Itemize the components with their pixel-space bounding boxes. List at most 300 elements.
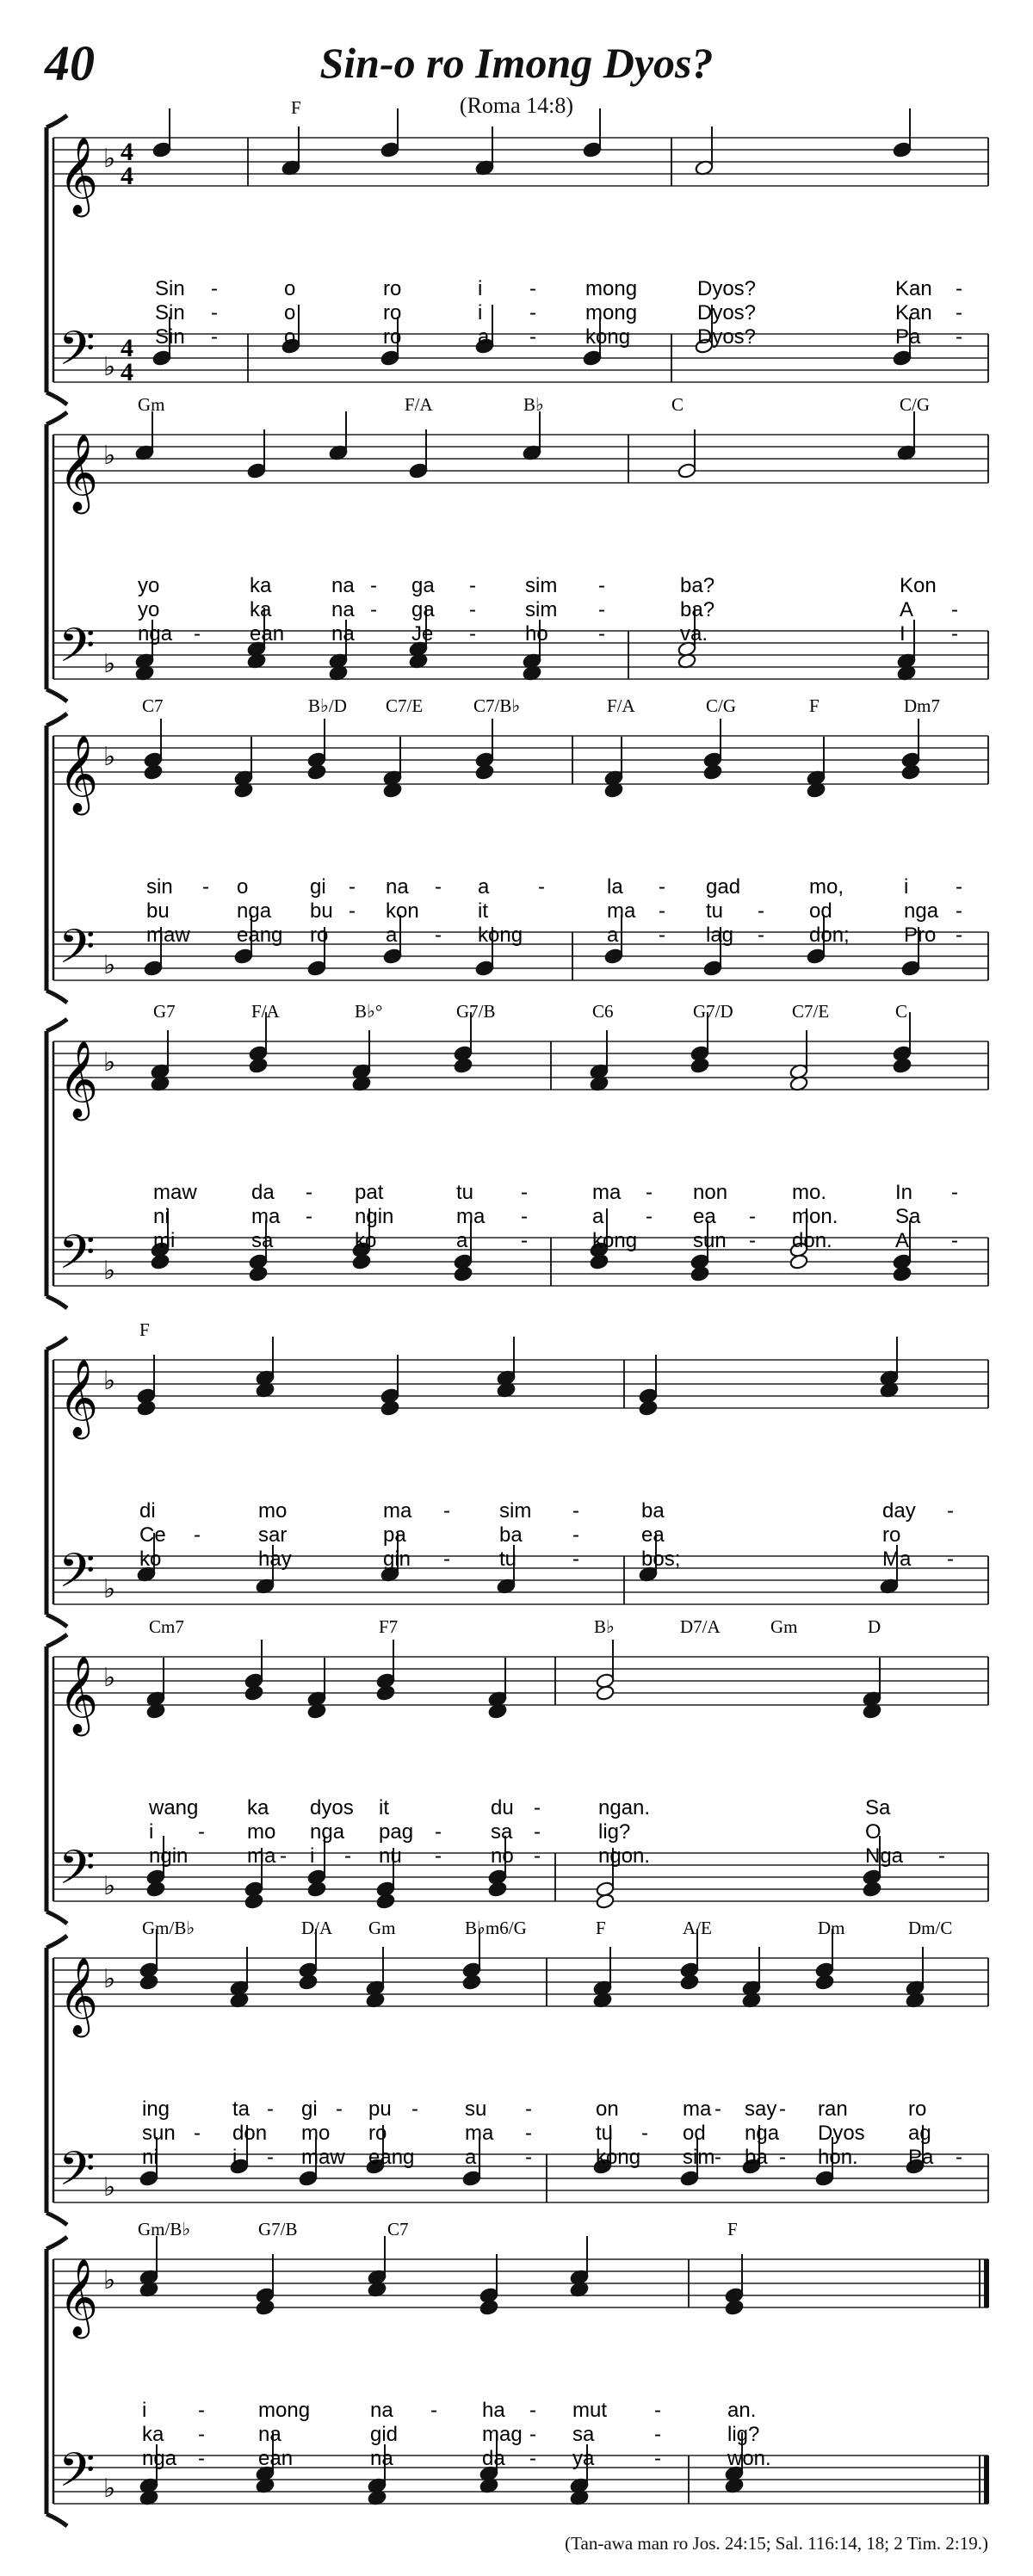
lyric-syllable-verse-1: ka [250,574,272,597]
lyric-syllable-verse-1: ba [641,1499,665,1523]
chord-symbol: Gm/B♭ [138,2219,191,2239]
lyric-syllable-verse-2: - [956,899,962,923]
lyric-syllable-verse-3: eang [237,924,283,947]
lyric-syllable-verse-1: ba? [680,574,715,597]
lyric-syllable-verse-3: - [267,2146,274,2169]
note-head [677,462,697,479]
note-head [144,763,164,780]
bass-clef-icon: 𝄢 [59,618,96,684]
lyric-syllable-verse-2: ea [641,1523,665,1547]
chord-symbol: D7/A [680,1616,721,1637]
time-signature-top: 4 [121,138,133,166]
key-signature-flat-icon: ♭ [103,442,116,470]
lyric-syllable-verse-1: - [435,875,442,899]
chord-symbol: G7/B [456,1001,496,1022]
lyric-syllable-verse-1: ngan. [598,1796,651,1819]
lyric-syllable-verse-1: Dyos? [697,277,757,300]
lyric-syllable-verse-1: o [284,277,296,300]
lyric-syllable-verse-1: ha [482,2399,505,2422]
chord-symbol: C7 [387,2219,409,2239]
lyric-syllable-verse-2: ngin [355,1205,394,1228]
note-head [244,1893,264,1909]
chord-symbol: C [895,1001,908,1022]
lyric-syllable-verse-2: ka [250,598,272,621]
lyric-syllable-verse-1: - [198,2399,205,2422]
lyric-syllable-verse-1: ro [383,277,402,300]
bass-clef-icon: 𝄢 [59,1543,96,1609]
lyric-syllable-verse-2: i [478,301,483,324]
lyric-syllable-verse-1: - [521,1181,528,1204]
lyric-syllable-verse-1: mo. [792,1181,827,1204]
chord-symbol: B♭° [355,1001,383,1022]
lyric-syllable-verse-1: du [491,1796,514,1819]
lyric-syllable-verse-1: - [779,2097,786,2121]
note-head [583,141,603,158]
chord-symbol: Gm [368,1918,396,1938]
bass-clef-icon: 𝄢 [59,1840,96,1906]
lyric-syllable-verse-1: pat [355,1181,384,1204]
lyric-syllable-verse-2: ag [908,2122,931,2145]
lyric-syllable-verse-1: - [534,1796,541,1819]
note-head [247,462,267,479]
lyric-syllable-verse-2: - [469,598,476,621]
lyric-syllable-verse-1: i [142,2399,147,2422]
lyric-syllable-verse-3: ngon. [598,1844,651,1868]
lyric-syllable-verse-3: - [194,622,201,646]
lyric-syllable-verse-3: a [386,924,398,947]
scripture-reference: (Roma 14:8) [459,93,574,118]
note-head [307,1881,327,1897]
note-head [604,948,624,964]
lyric-syllable-verse-3: ean [258,2447,294,2470]
lyric-syllable-verse-3: - [572,1547,579,1571]
lyric-syllable-verse-2: - [349,899,356,923]
lyric-syllable-verse-2: - [659,899,665,923]
lyric-syllable-verse-3: - [956,325,962,349]
lyric-syllable-verse-1: di [139,1499,156,1523]
lyric-syllable-verse-1: ka [247,1796,269,1819]
lyric-syllable-verse-3: i [232,2146,238,2169]
note-head [690,1057,710,1073]
lyric-syllable-verse-3: ko [139,1547,162,1571]
chord-symbol: C6 [592,1001,614,1022]
note-head [639,1399,659,1416]
lyric-syllable-verse-2: ro [383,301,402,324]
lyric-syllable-verse-2: nga [745,2122,780,2145]
chord-symbol: F7 [379,1616,399,1637]
cross-references: (Tan-awa man ro Jos. 24:15; Sal. 116:14, 18; 2 Tim. 2:19.) [565,2533,988,2554]
system-1 [46,97,988,405]
chord-symbol: D/A [301,1918,333,1938]
chord-symbol: C7/E [386,695,424,716]
lyric-syllable-verse-1: gi [310,875,326,899]
key-signature-flat-icon: ♭ [103,2266,116,2295]
lyric-syllable-verse-1: mong [585,277,638,300]
note-head [583,349,603,366]
lyric-syllable-verse-1: - [411,2097,418,2121]
lyric-syllable-verse-1: i [478,277,483,300]
lyric-syllable-verse-1: - [598,574,605,597]
lyric-syllable-verse-3: sim [683,2146,715,2169]
lyric-syllable-verse-1: - [956,875,962,899]
lyric-syllable-verse-3: - [435,1844,442,1868]
lyric-syllable-verse-3: Nga [865,1844,904,1868]
lyric-syllable-verse-2: sar [258,1523,288,1547]
note-head [139,2170,159,2186]
lyric-syllable-verse-2: Kan [895,301,932,324]
lyric-syllable-verse-3: mi [153,1229,176,1252]
lyric-syllable-verse-2: i [149,1820,154,1844]
lyric-syllable-verse-3: - [654,2447,661,2470]
lyric-syllable-verse-1: - [529,2399,536,2422]
treble-clef-icon: 𝄞 [59,434,99,511]
lyric-syllable-verse-1: na [331,574,355,597]
lyric-syllable-verse-3: - [749,1229,756,1252]
note-head [815,2170,835,2186]
chord-symbol: Cm7 [149,1616,184,1637]
chord-symbol: G7 [153,1001,176,1022]
lyric-syllable-verse-3: da [482,2447,505,2470]
lyric-syllable-verse-2: - [521,1205,528,1228]
note-head [139,1974,159,1990]
lyric-syllable-verse-1: say [745,2097,777,2121]
lyric-syllable-verse-3: - [779,2146,786,2169]
note-head [234,948,254,964]
lyric-syllable-verse-2: mag [482,2423,523,2446]
lyric-syllable-verse-2: sa [572,2423,595,2446]
lyric-syllable-verse-1: na [370,2399,393,2422]
note-head [789,1253,809,1269]
lyric-syllable-verse-3: ma [247,1844,276,1868]
lyric-syllable-verse-3: - [714,2146,721,2169]
lyric-syllable-verse-3: - [947,1547,954,1571]
lyric-syllable-verse-1: - [349,875,356,899]
note-head [249,1265,269,1282]
lyric-syllable-verse-2: na [258,2423,281,2446]
lyric-syllable-verse-3: ya [572,2447,595,2470]
key-signature-flat-icon: ♭ [103,145,116,173]
lyric-syllable-verse-2: Dyos? [697,301,757,324]
lyric-syllable-verse-2: tu [706,899,724,923]
note-head [409,462,429,479]
lyric-syllable-verse-1: sin [146,875,173,899]
lyric-syllable-verse-1: - [267,2097,274,2121]
lyric-syllable-verse-3: ro [310,924,329,947]
note-head [475,763,495,780]
lyric-syllable-verse-2: Dyos [818,2122,865,2145]
lyric-syllable-verse-1: ma [592,1181,622,1204]
lyric-syllable-verse-3: - [956,2146,962,2169]
lyric-syllable-verse-1: - [336,2097,343,2121]
lyric-syllable-verse-3: bos; [641,1547,681,1571]
lyric-syllable-verse-3: gin [383,1547,411,1571]
lyric-syllable-verse-2: pa [383,1523,406,1547]
key-signature-flat-icon: ♭ [103,2474,116,2503]
chord-symbol: Gm [770,1616,798,1637]
lyric-syllable-verse-1: ran [818,2097,848,2121]
lyric-syllable-verse-2: mo [247,1820,276,1844]
lyric-syllable-verse-3: tu [499,1547,517,1571]
lyric-syllable-verse-3: nga [142,2447,177,2470]
lyric-syllable-verse-2: od [809,899,832,923]
lyric-syllable-verse-2: - [758,899,764,923]
lyric-syllable-verse-3: - [198,2447,205,2470]
lyric-syllable-verse-1: Sa [865,1796,891,1819]
lyric-syllable-verse-2: ro [368,2122,387,2145]
note-head [703,763,723,780]
lyric-syllable-verse-3: Ma [882,1547,912,1571]
lyric-syllable-verse-1: - [659,875,665,899]
lyric-syllable-verse-3: ko [355,1229,377,1252]
lyric-syllable-verse-1: In [895,1181,913,1204]
lyric-syllable-verse-3: - [956,924,962,947]
lyric-syllable-verse-3: ni [142,2146,158,2169]
lyric-syllable-verse-1: wang [149,1796,199,1819]
system-2 [46,394,988,701]
lyric-syllable-verse-2: mo [301,2122,331,2145]
chord-symbol: C7/B♭ [473,695,521,716]
key-signature-flat-icon: ♭ [103,353,116,381]
lyric-syllable-verse-1: ga [411,574,435,597]
lyric-syllable-verse-3: - [534,1844,541,1868]
note-head [256,2299,275,2315]
lyric-syllable-verse-3: I [900,622,906,646]
time-signature-bottom: 4 [121,162,133,190]
lyric-syllable-verse-1: sim [525,574,558,597]
lyric-syllable-verse-1: gi [301,2097,318,2121]
lyric-syllable-verse-2: A [900,598,914,621]
lyric-syllable-verse-2: a [592,1205,604,1228]
lyric-syllable-verse-1: pu [368,2097,392,2121]
note-head [307,763,327,780]
lyric-syllable-verse-2: ea [693,1205,716,1228]
key-signature-flat-icon: ♭ [103,1048,116,1077]
note-head [249,1057,269,1073]
lyric-syllable-verse-2: nga [237,899,272,923]
chord-symbol: Dm/C [908,1918,953,1938]
lyric-syllable-verse-1: an. [727,2399,757,2422]
lyric-syllable-verse-1: yo [138,574,160,597]
lyric-syllable-verse-2: - [529,301,536,324]
note-head [454,1265,473,1282]
lyric-syllable-verse-1: - [947,1499,954,1523]
lyric-syllable-verse-2: ga [411,598,435,621]
lyric-syllable-verse-2: - [956,301,962,324]
chord-symbol: D [868,1616,881,1637]
note-head [380,1399,400,1416]
lyric-syllable-verse-2: don [232,2122,268,2145]
treble-clef-icon: 𝄞 [59,735,99,812]
lyric-syllable-verse-2: kon [386,899,419,923]
note-head [152,349,172,366]
chord-symbol: G7/D [693,1001,733,1022]
note-head [144,960,164,976]
lyric-syllable-verse-3: maw [146,924,190,947]
note-head [893,1265,912,1282]
chord-symbol: B♭ [523,394,544,415]
lyric-syllable-verse-3: a [607,924,619,947]
lyric-syllable-verse-2: tu [596,2122,614,2145]
chord-symbol: B♭/D [308,695,347,716]
chord-symbol: F/A [251,1001,280,1022]
note-head [893,141,912,158]
note-head [901,763,921,780]
lyric-syllable-verse-3: na [331,622,355,646]
chord-symbol: Gm [138,394,165,415]
lyric-syllable-verse-1: - [956,277,962,300]
lyric-syllable-verse-3: a [456,1229,468,1252]
lyric-syllable-verse-1: maw [153,1181,197,1204]
note-head [703,960,723,976]
lyric-syllable-verse-3: a [465,2146,477,2169]
lyric-syllable-verse-3: - [938,1844,945,1868]
lyric-syllable-verse-3: ho [525,622,548,646]
bass-clef-icon: 𝄢 [59,1225,96,1291]
note-head [690,1265,710,1282]
note-head [151,1253,170,1269]
treble-clef-icon: 𝄞 [59,1359,99,1436]
lyric-syllable-verse-1: ma [383,1499,412,1523]
note-head [807,948,826,964]
note-head [454,1057,473,1073]
chord-symbol: C7/E [792,1001,830,1022]
chord-symbol: F [596,1918,606,1938]
note-head [376,1684,396,1701]
lyric-syllable-verse-3: o [284,325,296,349]
hymn-number: 40 [45,35,95,91]
note-head [596,1684,615,1701]
note-head [893,349,912,366]
chord-symbol: Dm [818,1918,845,1938]
chord-symbol: Dm7 [904,695,940,716]
treble-clef-icon: 𝄞 [59,1957,99,2035]
lyric-syllable-verse-2: - [749,1205,756,1228]
lyric-syllable-verse-3: Pa [908,2146,934,2169]
lyric-syllable-verse-1: sim [499,1499,532,1523]
lyric-syllable-verse-3: eang [368,2146,415,2169]
lyric-syllable-verse-1: mut [572,2399,608,2422]
lyric-syllable-verse-2: o [284,301,296,324]
lyric-syllable-verse-2: - [198,2423,205,2446]
lyric-syllable-verse-3: - [469,622,476,646]
lyric-syllable-verse-2: lig? [727,2423,760,2446]
lyric-syllable-verse-1: la [607,875,623,899]
lyric-syllable-verse-2: - [370,598,377,621]
lyric-syllable-verse-2: yo [138,598,160,621]
lyric-syllable-verse-1: - [572,1499,579,1523]
lyric-syllable-verse-3: maw [301,2146,345,2169]
lyric-syllable-verse-2: pag [379,1820,414,1844]
lyric-syllable-verse-2: Sa [895,1205,921,1228]
lyric-syllable-verse-3: - [598,622,605,646]
note-head [863,1881,882,1897]
lyric-syllable-verse-3: kong [478,924,523,947]
chord-symbol: G7/B [258,2219,298,2239]
lyric-syllable-verse-3: don; [809,924,850,947]
lyric-syllable-verse-2: - [534,1820,541,1844]
note-head [488,1881,508,1897]
note-head [901,960,921,976]
lyric-syllable-verse-1: tu [456,1181,474,1204]
lyric-syllable-verse-2: ka [142,2423,164,2446]
lyric-syllable-verse-2: bu [146,899,170,923]
note-head [462,1974,482,1990]
system-6 [46,1616,988,1924]
note-head [462,2170,482,2186]
lyric-syllable-verse-2: ro [882,1523,901,1547]
bass-clef-icon: 𝄢 [59,2443,96,2509]
lyric-syllable-verse-2: na [331,598,355,621]
lyric-syllable-verse-1: - [306,1181,312,1204]
lyric-syllable-verse-2: od [683,2122,706,2145]
hymn-title: Sin-o ro Imong Dyos? [319,39,714,87]
note-head [146,1881,166,1897]
chord-symbol: C/G [900,394,931,415]
lyric-syllable-verse-3: - [435,924,442,947]
lyric-syllable-verse-3: - [521,1229,528,1252]
treble-clef-icon: 𝄞 [59,1041,99,1118]
bass-clef-icon: 𝄢 [59,321,96,387]
lyric-syllable-verse-1: ma [683,2097,712,2121]
note-head [479,2299,499,2315]
note-head [299,1974,319,1990]
lyric-syllable-verse-1: da [251,1181,275,1204]
lyric-syllable-verse-1: - [646,1181,653,1204]
lyric-syllable-verse-1: i [904,875,909,899]
lyric-syllable-verse-1: - [714,2097,721,2121]
lyric-syllable-verse-2: ba? [680,598,715,621]
lyric-syllable-verse-1: gad [706,875,741,899]
lyric-syllable-verse-2: - [598,598,605,621]
lyric-syllable-verse-2: - [211,301,218,324]
lyric-syllable-verse-1: it [379,1796,389,1819]
system-7 [46,1918,988,2225]
lyric-syllable-verse-1: non [693,1181,728,1204]
lyric-syllable-verse-2: gid [370,2423,399,2446]
note-head [680,2170,700,2186]
note-head [725,2299,745,2315]
lyric-syllable-verse-3: hon. [818,2146,858,2169]
lyric-syllable-verse-3: - [951,622,958,646]
lyric-syllable-verse-3: Dyos? [697,325,757,349]
lyric-syllable-verse-1: day [882,1499,916,1523]
time-signature-bottom: 4 [121,358,133,386]
chord-symbol: B♭ [594,1616,615,1637]
treble-clef-icon: 𝄞 [59,1656,99,1733]
lyric-syllable-verse-1: - [529,277,536,300]
chord-symbol: F/A [607,695,635,716]
chord-symbol: F/A [405,394,433,415]
lyric-syllable-verse-2: - [435,1820,442,1844]
lyric-syllable-verse-3: ro [383,325,402,349]
lyric-syllable-verse-2: sa [491,1820,513,1844]
system-4 [46,1001,988,1308]
system-3 [46,695,988,1003]
lyric-syllable-verse-2: sim [525,598,558,621]
lyric-syllable-verse-2: mon. [792,1205,838,1228]
lyric-syllable-verse-3: - [659,924,665,947]
lyric-syllable-verse-3: Sin [155,325,185,349]
key-signature-flat-icon: ♭ [103,1965,116,1993]
note-head [380,141,400,158]
key-signature-flat-icon: ♭ [103,2173,116,2202]
lyric-syllable-verse-2: lig? [598,1820,631,1844]
lyric-syllable-verse-2: O [865,1820,881,1844]
note-head [380,349,400,366]
note-head [680,1974,700,1990]
lyric-syllable-verse-1: - [202,875,209,899]
lyric-syllable-verse-3: sa [251,1229,274,1252]
